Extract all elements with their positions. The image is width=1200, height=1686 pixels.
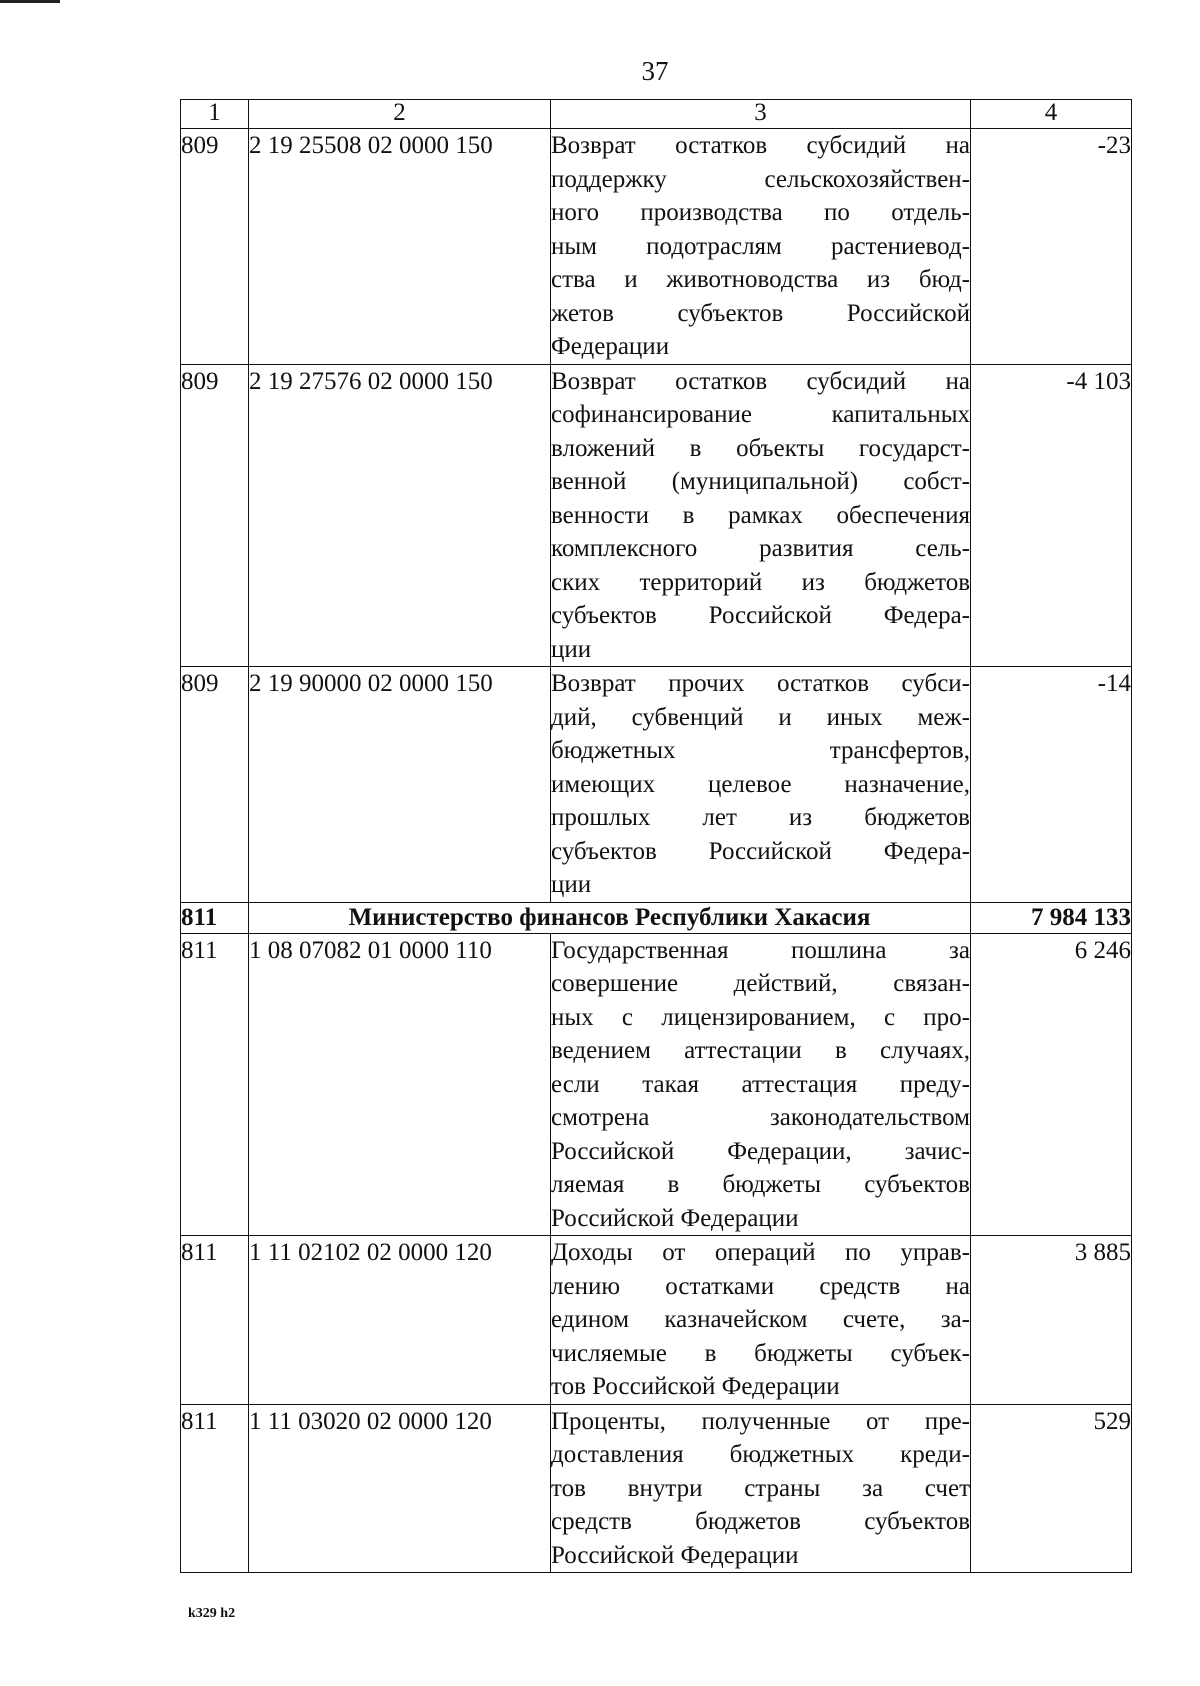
- description-line: Возврат остатков субсидий на: [551, 367, 970, 395]
- description-line: ным подотраслям растениевод-: [551, 232, 970, 260]
- admin-code: 809: [181, 667, 249, 903]
- amount: 529: [971, 1404, 1132, 1573]
- table-row: [181, 129, 1132, 365]
- amount: -4 103: [971, 364, 1132, 667]
- footer-code: k329 h2: [188, 1606, 236, 1621]
- description-line: бюджетных трансфертов,: [551, 737, 970, 764]
- description-line: вложений в объекты государст-: [551, 434, 970, 462]
- budget-classification-code: 1 08 07082 01 0000 110: [249, 933, 551, 1236]
- description-line: ных с лицензированием, с про-: [551, 1003, 970, 1031]
- budget-table: [180, 99, 1132, 1573]
- description-line: Возврат прочих остатков субси-: [551, 670, 970, 697]
- admin-code: 809: [181, 129, 249, 365]
- description-line: доставления бюджетных креди-: [551, 1441, 970, 1468]
- admin-code: 811: [181, 902, 249, 933]
- income-description: [551, 1236, 971, 1405]
- table-row: [181, 1404, 1132, 1573]
- ministry-title: Министерство финансов Республики Хакасия: [249, 902, 971, 933]
- table-row: [181, 933, 1132, 1236]
- description-line: ции: [551, 635, 592, 663]
- description-line: имеющих целевое назначение,: [551, 770, 970, 798]
- description-line: лению остатками средств на: [551, 1272, 970, 1300]
- income-description: [551, 364, 971, 667]
- scan-corner-mark: [0, 0, 60, 11]
- description-line: ведением аттестации в случаях,: [551, 1037, 970, 1064]
- description-line: Доходы от операций по управ-: [551, 1239, 970, 1266]
- budget-classification-code: 2 19 90000 02 0000 150: [249, 667, 551, 903]
- budget-classification-code: 2 19 27576 02 0000 150: [249, 364, 551, 667]
- table-row: [181, 1236, 1132, 1405]
- amount: 3 885: [971, 1236, 1132, 1405]
- description-line: жетов субъектов Российской: [551, 299, 970, 327]
- description-line: тов Российской Федерации: [551, 1373, 840, 1400]
- description-line: субъектов Российской Федера-: [551, 602, 970, 629]
- description-line: совершение действий, связан-: [551, 970, 970, 997]
- budget-classification-code: 2 19 25508 02 0000 150: [249, 129, 551, 365]
- admin-code: 811: [181, 1236, 249, 1405]
- description-line: ляемая в бюджеты субъектов: [551, 1171, 970, 1198]
- description-line: Возврат остатков субсидий на: [551, 132, 970, 159]
- description-line: тов внутри страны за счет: [551, 1474, 970, 1502]
- description-line: ских территорий из бюджетов: [551, 568, 970, 596]
- budget-classification-code: 1 11 02102 02 0000 120: [249, 1236, 551, 1405]
- table-row: [181, 667, 1132, 903]
- description-line: Проценты, полученные от пре-: [551, 1407, 970, 1435]
- amount: 6 246: [971, 933, 1132, 1236]
- page-number: 37: [641, 56, 669, 86]
- column-header-4: 4: [971, 100, 1132, 129]
- column-header-2: 2: [249, 100, 551, 129]
- description-line: ного производства по отдель-: [551, 199, 970, 226]
- description-line: Федерации: [551, 333, 670, 360]
- column-header-1: 1: [181, 100, 249, 129]
- description-line: если такая аттестация преду-: [551, 1070, 970, 1098]
- ministry-row: [181, 902, 1132, 933]
- table-header-row: [181, 100, 1132, 129]
- description-line: дий, субвенций и иных меж-: [551, 703, 970, 731]
- income-description: [551, 129, 971, 365]
- income-description: [551, 933, 971, 1236]
- table-body: [181, 129, 1132, 1573]
- description-line: прошлых лет из бюджетов: [551, 804, 970, 831]
- column-header-3: 3: [551, 100, 971, 129]
- description-line: едином казначейском счете, за-: [551, 1306, 970, 1333]
- description-line: комплексного развития сель-: [551, 535, 970, 562]
- amount: -14: [971, 667, 1132, 903]
- description-line: Российской Федерации: [551, 1204, 799, 1232]
- amount: 7 984 133: [971, 902, 1132, 933]
- description-line: смотрена законодательством: [551, 1104, 970, 1131]
- description-line: ства и животноводства из бюд-: [551, 266, 970, 293]
- table-row: [181, 364, 1132, 667]
- income-description: [551, 667, 971, 903]
- description-line: поддержку сельскохозяйствен-: [551, 165, 970, 193]
- admin-code: 811: [181, 933, 249, 1236]
- budget-classification-code: 1 11 03020 02 0000 120: [249, 1404, 551, 1573]
- description-line: средств бюджетов субъектов: [551, 1508, 970, 1535]
- description-line: субъектов Российской Федера-: [551, 837, 970, 865]
- description-line: ции: [551, 871, 592, 898]
- description-line: Российской Федерации, зачис-: [551, 1137, 970, 1165]
- admin-code: 811: [181, 1404, 249, 1573]
- description-line: числяемые в бюджеты субъек-: [551, 1339, 970, 1367]
- description-line: софинансирование капитальных: [551, 401, 970, 428]
- description-line: Государственная пошлина за: [551, 936, 970, 964]
- income-description: [551, 1404, 971, 1573]
- amount: -23: [971, 129, 1132, 365]
- description-line: венности в рамках обеспечения: [551, 501, 970, 529]
- admin-code: 809: [181, 364, 249, 667]
- description-line: венной (муниципальной) собст-: [551, 468, 970, 495]
- description-line: Российской Федерации: [551, 1541, 799, 1569]
